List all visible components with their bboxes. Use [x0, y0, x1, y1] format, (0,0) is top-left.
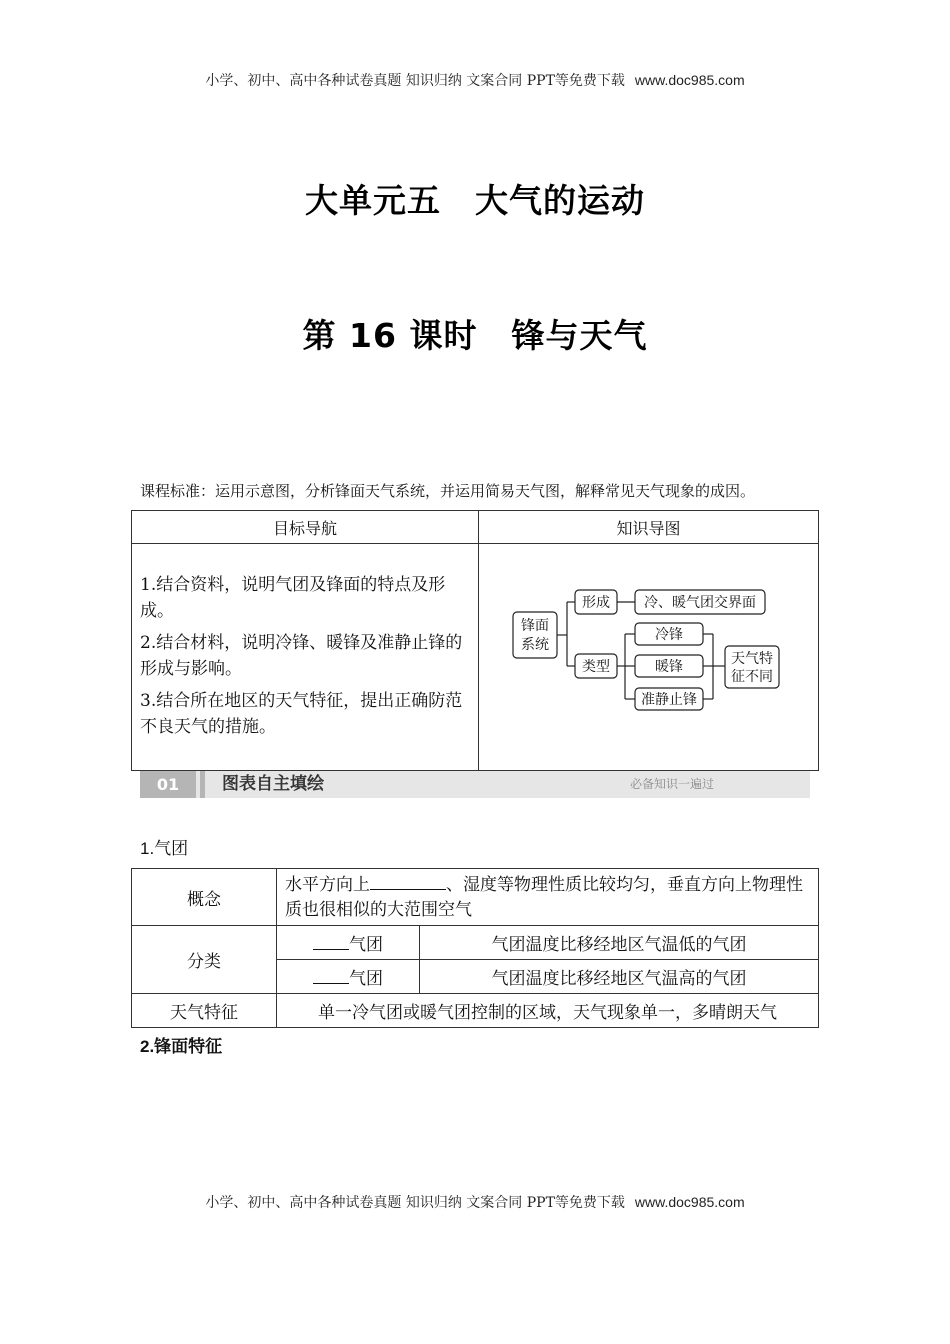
footer-text: 小学、初中、高中各种试卷真题 知识归纳 文案合同 PPT等免费下载	[205, 1195, 625, 1211]
concept-post: 、湿度等物理性质比较均匀，垂直方向上物理性质也很相似的大范围空气	[285, 875, 803, 920]
mindmap-types: 类型	[582, 659, 610, 675]
weather-label: 天气特征	[132, 994, 277, 1028]
type-cell-2	[277, 960, 420, 994]
goal-item: 1.结合资料，说明气团及锋面的特点及形成。	[140, 575, 446, 621]
goals-cell	[132, 544, 479, 771]
type-cell-1	[277, 926, 420, 960]
concept-desc	[277, 869, 819, 926]
mindmap-formation-desc: 冷、暖气团交界面	[644, 595, 756, 611]
type-desc-1: 气团温度比移经地区气温低的气团	[420, 926, 819, 960]
concept-pre: 水平方向上	[285, 875, 370, 895]
curriculum-standard: 课程标准：运用示意图，分析锋面天气系统，并运用简易天气图，解释常见天气现象的成因。	[140, 482, 756, 500]
concept-label: 概念	[132, 869, 277, 926]
class-label: 分类	[132, 926, 277, 994]
mindmap-root-line2: 系统	[521, 637, 549, 653]
type-suffix: 气团	[349, 969, 383, 989]
mindmap-formation: 形成	[582, 595, 610, 611]
mindmap-cell	[479, 544, 819, 771]
banner-number: 01	[140, 771, 196, 798]
banner-divider	[200, 771, 205, 798]
footer-url[interactable]: www.doc985.com	[634, 1194, 745, 1210]
type-blank-1[interactable]	[313, 931, 349, 950]
page-footer	[0, 1192, 950, 1212]
type-suffix: 气团	[349, 935, 383, 955]
lesson-title	[0, 310, 950, 357]
weather-desc: 单一冷气团或暖气团控制的区域，天气现象单一，多晴朗天气	[277, 994, 819, 1028]
mindmap-root-line1: 锋面	[521, 618, 549, 634]
goal-item: 2.结合材料，说明冷锋、暖锋及准静止锋的形成与影响。	[140, 633, 463, 679]
section-banner	[140, 771, 810, 798]
section-title-front-features: 2.锋面特征	[140, 1037, 223, 1056]
goals-header: 目标导航	[132, 511, 479, 544]
goal-item: 3.结合所在地区的天气特征，提出正确防范不良天气的措施。	[140, 691, 463, 737]
front-system-mindmap	[479, 544, 818, 770]
banner-title: 图表自主填绘	[222, 774, 324, 794]
mindmap-warm-front: 暖锋	[655, 659, 683, 675]
header-text: 小学、初中、高中各种试卷真题 知识归纳 文案合同 PPT等免费下载	[205, 73, 625, 89]
mindmap-cold-front: 冷锋	[655, 627, 683, 643]
unit-topic: 大气的运动	[475, 181, 645, 220]
mindmap-stationary-front: 准静止锋	[641, 692, 697, 708]
lesson-label: 第 16 课时	[302, 316, 478, 355]
page-header	[0, 70, 950, 90]
concept-blank[interactable]	[370, 871, 446, 890]
type-blank-2[interactable]	[313, 965, 349, 984]
overview-table	[131, 510, 819, 771]
mindmap-result-line1: 天气特	[731, 651, 773, 667]
mindmap-header: 知识导图	[479, 511, 819, 544]
type-desc-2: 气团温度比移经地区气温高的气团	[420, 960, 819, 994]
unit-label: 大单元五	[305, 181, 441, 220]
mindmap-result-line2: 征不同	[731, 669, 773, 685]
unit-title	[0, 175, 950, 222]
header-url[interactable]: www.doc985.com	[634, 72, 745, 88]
air-mass-table	[131, 868, 819, 1028]
lesson-topic: 锋与天气	[511, 316, 648, 355]
banner-subtitle: 必备知识一遍过	[629, 777, 714, 791]
section-title-air-mass: 1.气团	[140, 839, 189, 858]
